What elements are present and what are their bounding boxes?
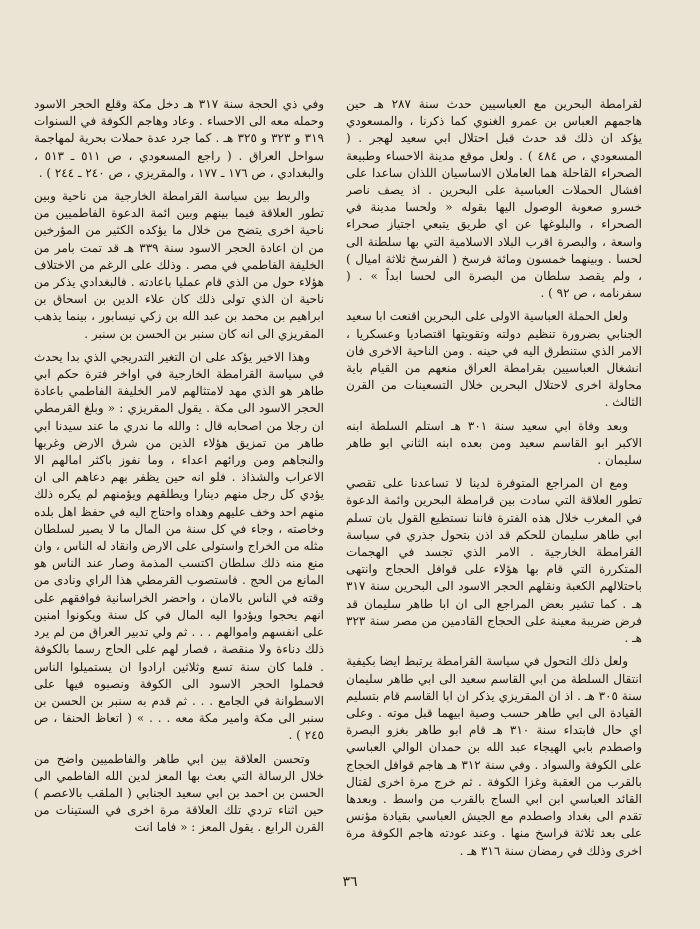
paragraph: وتحسن العلاقة بين ابي طاهر والفاطميين واضح من خلال الرسالة التي بعث بها المعز لدين الله الفاطمي الى الحسن بن احمد بن ابي سعيد الجنابي ( الملقب بالاعصم ) حين اثناء تردي تلك العلاقة مرة اخرى في الستينات من القرن الرابع . يقول المعز : « فاما انت	[34, 751, 324, 835]
paragraph: ولعل الحملة العباسية الاولى على البحرين اقنعت ابا سعيد الجنابي بضرورة تنظيم دولته وتقويتها اقتصاديا وعسكريا ، الامر الذي ستنطرق اليه في حينه . ومن الناحية الاخرى فان انشغال العباسيين بقرامطة العراق منعهم من القيام باية محاولة اخرى لاحتلال البحرين خلال التسعينات من القرن الثالث .	[346, 309, 642, 410]
paragraph: وبعد وفاة ابي سعيد سنة ٣٠١ هـ استلم السلطة ابنه الاكبر ابو القاسم سعيد ومن بعده ابنه الثاني ابو طاهر سليمان .	[346, 418, 642, 468]
paragraph: ومع ان المراجع المتوفرة لدينا لا تساعدنا على تقصي تطور العلاقة التي سادت بين قرامطة البحرين وائمة الدعوة في المغرب خلال هذه الفترة فاننا نستطيع القول بان تسلم ابي طاهر سليمان للحكم قد اذن بتحول جذري في سياسة القرامطة الخارجية . الامر الذي تجسد في الهجمات المتكررة التي قام بها هؤلاء على قوافل الحجاج وانتهى باحتلالهم الكعبة ونقلهم الحجر الاسود الى البحرين سنة ٣١٧ هـ . كما تشير بعض المراجع الى ان ابا طاهر سليمان قد فرض ضريبة معينة على الحجاج القادمين من مصر سنة ٣٢٣ هـ .	[346, 476, 642, 646]
paragraph: والربط بين سياسة القرامطة الخارجية من ناحية وبين تطور العلاقة فيما بينهم وبين ائمة الدعوة الفاطميين من ناحية اخرى يتضح من خلال ما يؤكده الكثير من المؤرخين من ان اعادة الحجر الاسود سنة ٣٣٩ هـ قد تمت بامر من الخليفة الفاطمي في مصر . وذلك على الرغم من الاختلاف هؤلاء حول من الذي قام عمليا باعادته . فالبغدادي يذكر من ناحية ان الذي تولى ذلك كان علاء الدين بن اسحاق بن ابراهيم بن محمد بن عبد الله بن زكي نيسابور ، بينما يذهب المقريزي الى انه كان سنبر بن الحسن بن سنبر .	[34, 189, 324, 341]
paragraph: وفي ذي الحجة سنة ٣١٧ هـ دخل مكة وقلع الحجر الاسود وحمله معه الى الاحساء . وعاد وهاجم الكوفة في السنوات ٣١٩ و ٣٢٣ و ٣٢٥ هـ . كما جرد عدة حملات بحرية لمهاجمة سواحل العراق . ( راجع المسعودي ، ص ٥١١ ـ ٥١٣ ، والبغدادي ، ص ١٧٦ ـ ١٧٧ ، والمقريزي ، ص ٢٤٠ ـ ٢٤٤ ) .	[34, 97, 324, 180]
paragraph: ولعل ذلك التحول في سياسة القرامطة يرتبط ايضا بكيفية انتقال السلطة من ابي القاسم سعيد الى ابي طاهر سليمان سنة ٣٠٥ هـ . اذ ان المقريزي يذكر ان ابا القاسم قام بتسليم القيادة الى ابي طاهر حسب وصية ابيهما قبل موته . وعلى اي حال فابتداء سنة ٣١٠ هـ قام ابو طاهر بغزو البصرة واصطدم بابي الهيجاء عبد الله بن حمدان الوالي العباسي على الكوفة والسواد . وفي سنة ٣١٢ هـ هاجم قوافل الحجاج بالقرب من العقبة وغزا الكوفة . ثم خرج مرة اخرى لقتال القائد العباسي ابن ابي الساج بالقرب من واسط . وبعدها تقدم الى بغداد واصطدم مع الجيش العباسي بقيادة مؤنس على بعد ثلاثة فراسخ منها . وعند عودته هاجم الكوفة مرة اخرى وذلك في رمضان سنة ٣١٦ هـ .	[346, 654, 642, 858]
paragraph: لقرامطة البحرين مع العباسيين حدث سنة ٢٨٧ هـ حين هاجمهم العباس بن عمرو الغنوي كما ذكرنا ، والمسعودي يؤكد ان ذلك قد حدث قبل احتلال ابي سعيد لهجر . ( المسعودي ، ص ٤٨٤ ) . ولعل موقع مدينة الاحساء وطبيعة الصحراء القاحلة هما العاملان الاساسيان اللذان ساعدا على افشال الحملات العباسية على البحرين . اذ يصف ناصر خسرو صعوبة الوصول اليها بقوله « ولحسا مدينة في الصحراء ، والبلوغها عن اي طريق يتبعي اجتياز صحراء واسعة ، والبصرة اقرب البلاد الاسلامية التي بها سلطنة الى لحسا . وبينهما خمسون ومائة فرسخ ( الفرسخ ثلاثة اميال ) ، ولم يقصد سلطان من البصرة الى لحسا ابداً » . ( سفرنامه ، ص ٩٢ ) .	[346, 97, 642, 301]
right-text-column	[346, 96, 642, 886]
left-text-column	[34, 96, 324, 886]
paragraph: وهذا الاخير يؤكد على ان التغير التدريجي الذي بدا يحدث في سياسة القرامطة الخارجية في اواخر فترة حكم ابي طاهر هو الذي مهد لامتثالهم لامر الخليفة الفاطمي باعادة الحجر الاسود الى مكة . يقول المقريزي : « وبلغ القرمطي ان رجلا من اصحابه قال : والله ما ندري ما عند سيدنا ابي طاهر من تمزيق هؤلاء الذين من شرق الارض وغربها والنجاهم ومن ورائهم اعداء ، وما نفوز باكثر امالهم الا الاعراب والشذاذ . فلو انه حين يظفر بهم دعاهم الى ان يؤدي كل رجل منهم دينارا ويطلقهم ويؤمنهم لم يكره ذلك منهم احد وخف عليهم وهداه واحتاج اليه في حفظ اهل بلده وخاصته ، وجاء في كل سنة من المال ما لا يصير لسلطان مثله من الخراج واستولى على الارض وانقاد له الناس ، وان منع منه ذلك سلطان اكتسب المذمة وصار عند الناس هو المانع من الحج . فاستصوب القرمطي هذا الراي ونادى من وقته في الناس بالامان ، واحضر الخراسانية فوافقهم على انهم يحجوا ويؤدوا اليه المال في كل سنة ويكونوا امنين على انفسهم واموالهم . . . ثم ولي تدبير العراق من لم يرد ذلك دناءة ولا منقصة ، فصار لهم على الحاج رسما بالكوفة . فلما كان سنة تسع وثلاثين ارادوا ان يستميلوا الناس فحملوا الحجر الاسود الى الكوفة ونصبوه فيها على الاسطوانة في الجامع . . . ثم قدم به سنبر بن الحسن بن سنبر الى مكة وامير مكة معه . . . » ( اتعاظ الحنفا ، ص ٢٤٥ ) .	[34, 349, 324, 743]
page-number: ٣٦	[342, 874, 358, 890]
